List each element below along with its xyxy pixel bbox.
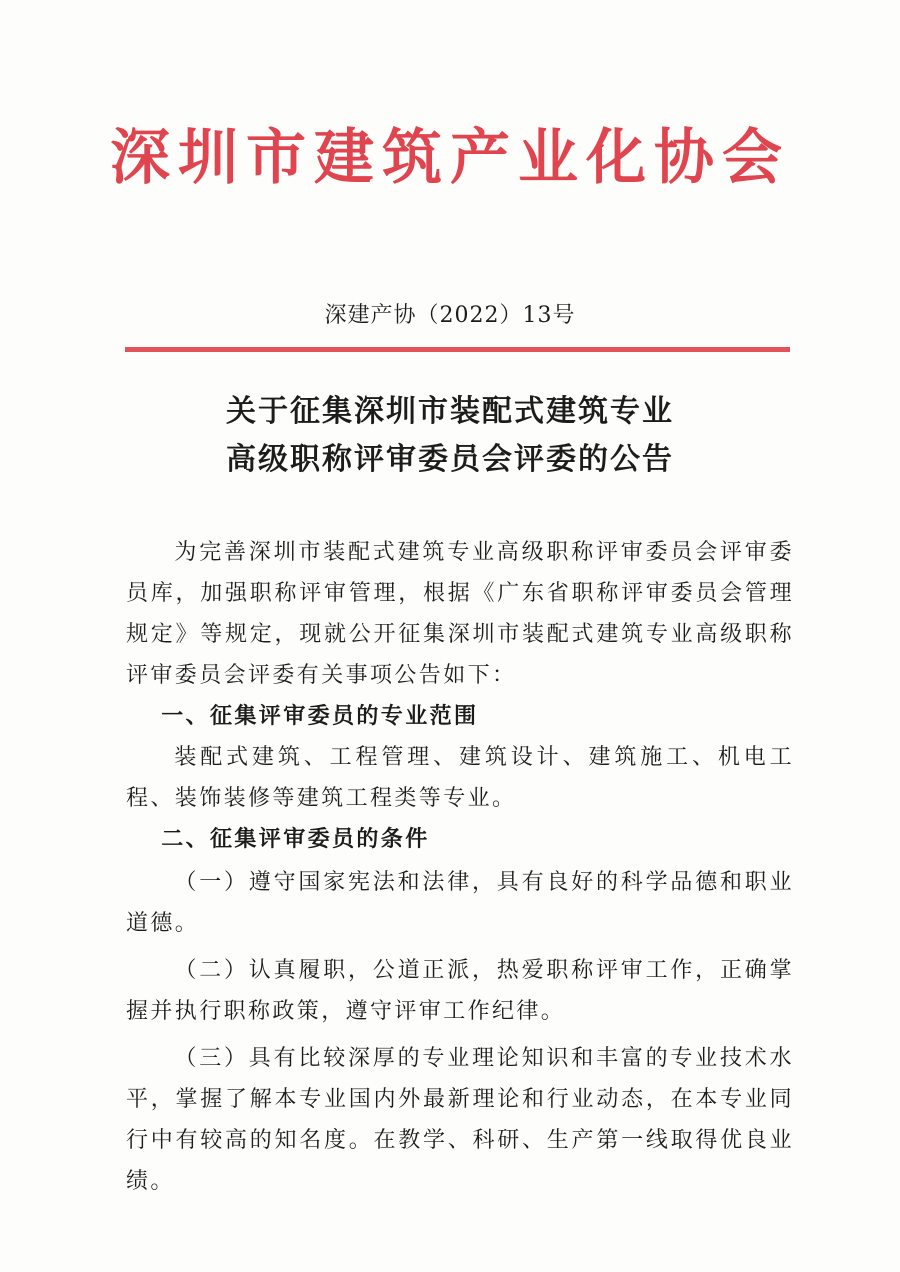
document-title bbox=[0, 388, 900, 484]
section-1-text: 装配式建筑、工程管理、建筑设计、建筑施工、机电工程、装饰装修等建筑工程类等专业。 bbox=[126, 745, 794, 811]
condition-item: （二）认真履职，公道正派，热爱职称评审工作，正确掌握并执行职称政策，遵守评审工作纪律。 bbox=[126, 958, 794, 1024]
organization-header: 深圳市建筑产业化协会 bbox=[110, 123, 790, 193]
condition-item: （一）遵守国家宪法和法律，具有良好的科学品德和职业道德。 bbox=[126, 870, 794, 936]
title-line-2: 高级职称评审委员会评委的公告 bbox=[226, 442, 674, 477]
intro-paragraph: 为完善深圳市装配式建筑专业高级职称评审委员会评审委员库，加强职称评审管理，根据《广东省职称评审委员会管理规定》等规定，现就公开征集深圳市装配式建筑专业高级职称评审委员会评委有关事项公告如下： bbox=[126, 540, 794, 688]
section-2-heading: 二、征集评审委员的条件 bbox=[161, 827, 430, 852]
document-number: 深建产协（2022）13号 bbox=[324, 303, 576, 328]
title-line-1: 关于征集深圳市装配式建筑专业 bbox=[226, 394, 674, 429]
header-divider bbox=[125, 347, 790, 352]
document-body bbox=[126, 532, 794, 1202]
section-1-heading: 一、征集评审委员的专业范围 bbox=[161, 704, 479, 729]
condition-item: （三）具有比较深厚的专业理论知识和丰富的专业技术水平，掌握了解本专业国内外最新理论和行业动态，在本专业同行中有较高的知名度。在教学、科研、生产第一线取得优良业绩。 bbox=[126, 1046, 794, 1194]
